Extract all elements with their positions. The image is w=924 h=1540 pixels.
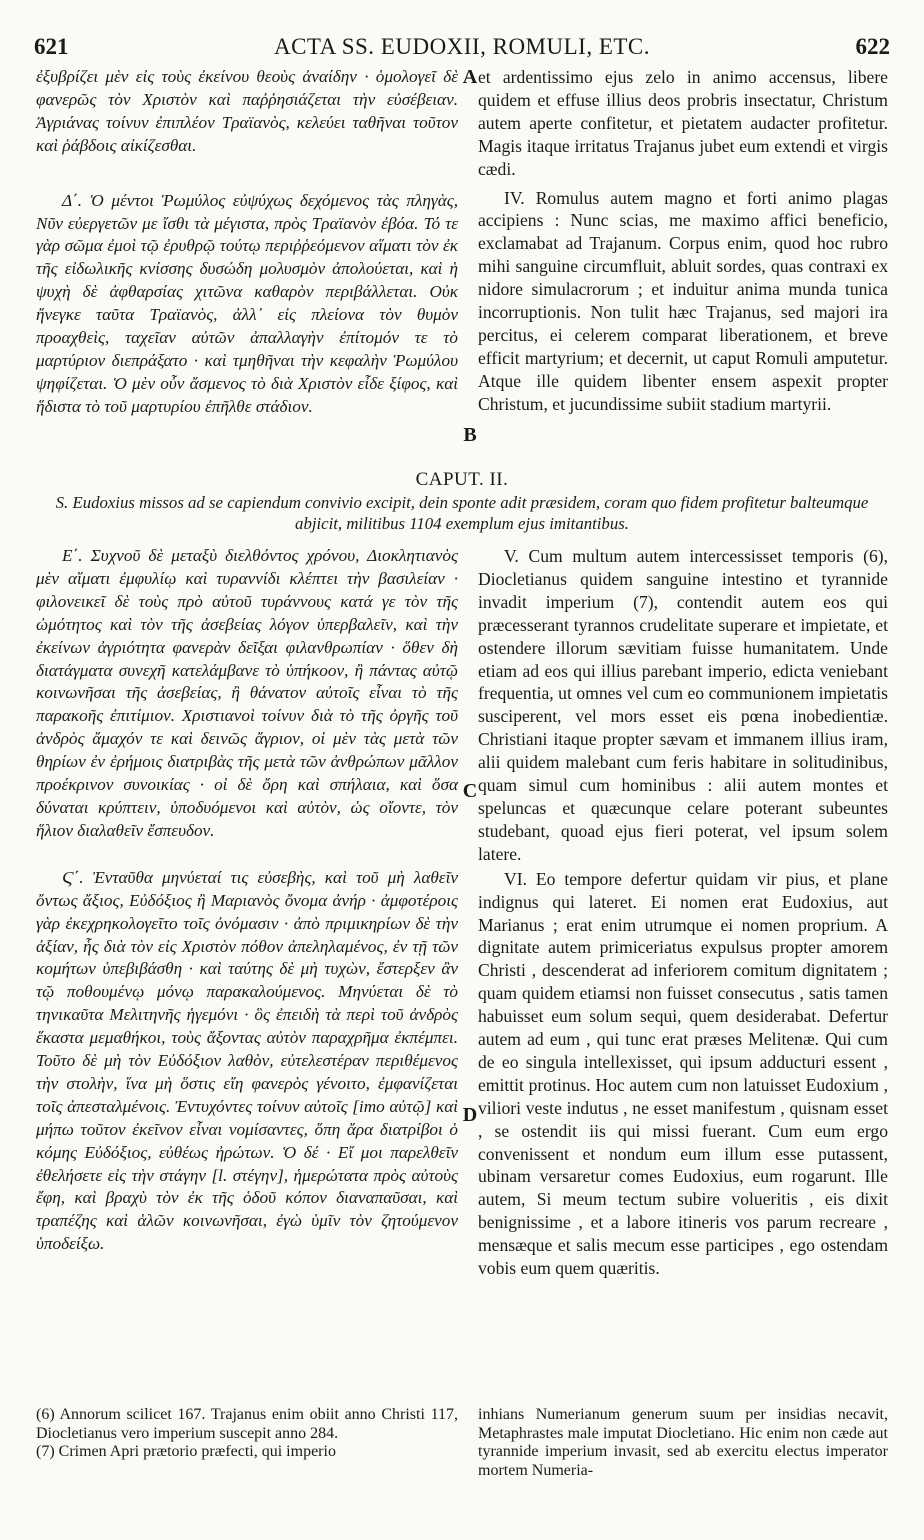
margin-marker-d: D bbox=[462, 1104, 478, 1126]
latin-paragraph-6: VI. Eo tempore defertur quidam vir pius, et plane indignus qui lateret. Ei nomen erat Eudoxius, aut Marianus ; erat enim utrumque ei nomen proprium. A dignitate autem primiceriatus expulsus propter amorem Christi , descenderat ad inferiorem comitum dignitatem ; quam quidem etiamsi non fuisset consecutus , satis tamen habuisset eum solum sequi, quem desiderabat. Defertur autem ad eum , qui tunc erat præses Melitenæ. Qui cum de eo singula intellexisset, qui ipsum adducturi essent , emittit protinus. Hoc autem cum non latuisset Eudoxium , viliori veste indutus , ne esset manifestum , quisnam esset , se ostendit iis qui missi fuerant. Cum eum ergo convenissent et nondum eum illum esse putassent, ubinam versaretur comes Eudoxius, eum rogarunt. Ille autem, Si meum tectum subire volueritis , eis dixit benignissime , et a labore itineris vos parum recreare , mensæque et salis mecum esse participes , ego ostendam vobis eum quem quæritis. bbox=[478, 868, 888, 1279]
chapter-title: CAPUT. II. bbox=[415, 469, 509, 490]
page-number-right: 622 bbox=[855, 34, 890, 59]
latin-paragraph-3-end: et ardentissimo ejus zelo in animo accensus, libere quidem et effuse illius deos probris insectatur, Christum autem aperte confitetur, et pietatem audacter profitetur. Magis itaque irritatus Trajanus jubet eum extendi et virgis cædi. bbox=[478, 67, 888, 179]
running-title: ACTA SS. EUDOXII, ROMULI, ETC. bbox=[273, 34, 651, 59]
footnotes-right bbox=[478, 1406, 888, 1480]
greek-column-top bbox=[36, 66, 458, 419]
greek-column-bottom bbox=[36, 545, 458, 1256]
margin-marker-c: C bbox=[462, 780, 478, 802]
chapter-summary: S. Eudoxius missos ad se capiendum convivio excipit, dein sponte adit præsidem, coram quo fidem profitetur balteumque abjicit, militibus 1104 exemplum ejus imitantibus. bbox=[55, 493, 869, 533]
footnote-6: (6) Annorum scilicet 167. Trajanus enim obiit anno Christi 117, Diocletianus vero imperium suscepit anno 284. bbox=[36, 1406, 458, 1442]
footnote-7-continued: inhians Numerianum generum suum per insidias necavit, Metaphrastes male imputat Diocletiano. Hic enim non cæde aut tyrannide imperium invasit, sed ab exercitu electus imperator mortem Numeria- bbox=[478, 1406, 888, 1479]
greek-paragraph-6: Ϛ΄. Ἐνταῦθα μηνύεταί τις εὐσεβὴς, καὶ τοῦ μὴ λαθεῖν ὄντως ἄξιος, Εὐδόξιος ἢ Μαριανὸς ὄνομα ἀνήρ · ἀμφοτέροις γὰρ ἐκεχρηκολογεῖτο τοῖς ὀνόμασιν · ἀπὸ πριμικηρίων δὲ τὴν ἀξίαν, ἧς διὰ τὸν εἰς Χριστὸν πόθον ἀπεληλαμένος, ἐν τῇ τῶν κομήτων ὑπεβιβάσθη · καὶ ταύτης δὲ μὴ τυχὼν, ἔστερξεν ἂν τῷ ποθουμένῳ μόνῳ παρακαλούμενος. Μηνύεται δὲ τὸ τηνικαῦτα Μελιτηνῆς ἡγεμόνι · ὃς ἐπειδὴ τὰ περὶ τοῦ ἀνδρὸς ἕκαστα μεμαθήκοι, τοὺς ἄξοντας αὐτὸν παραχρῆμα ἐκπέμπει. Τοῦτο δὲ μὴ τὸν Εὐδόξιον λαθὸν, εὐτελεστέραν περιθέμενος τὴν στολὴν, ἵνα μὴ ὅστις εἴη φανερὸς γένοιτο, ἐμφανίζεται τοῖς ἀπεσταλμένοις. Ἐντυχόντες τοίνυν αὐτοῖς [imo αὐτῷ] καὶ μήπω τοῦτον ἐκεῖνον εἶναι νομίσαντες, ὅπη ἄρα διατρίβοι ὁ κόμης Εὐδόξιος, εὐθέως ἠρώτων. Ὁ δέ · Εἴ μοι παρελθεῖν ἐθελήσετε εἰς τὴν στάγην [l. στέγην], ἡμερώτατα πρὸς αὐτοὺς ἔφη, καὶ βραχὺ τὸν ἐκ τῆς ὁδοῦ κόπον διαναπαῦσαι, καὶ τραπέζης καὶ ἁλῶν κοινωνῆσαι, ἐγὼ ὑμῖν τὸν ζητούμενον ὑποδείξω. bbox=[36, 867, 458, 1254]
greek-paragraph-4: Δ΄. Ὁ μέντοι Ῥωμύλος εὐψύχως δεχόμενος τὰς πληγὰς, Νῦν εὐεργετῶν με ἴσθι τὰ μέγιστα, πρὸς Τραϊανὸν ἐβόα. Τό τε γὰρ σῶμα ἐμοὶ τῷ ἐρυθρῷ τούτῳ περιῤῥεόμενον αἵματι τὸν ἐκ τῆς εἰδωλικῆς κνίσσης δυσώδη μολυσμὸν ἀπολούεται, καὶ ἡ ψυχὴ δὲ ἀφθαρσίας χιτῶνα καθαρὸν περιβάλλεται. Οὐκ ἤνεγκε ταῦτα Τραϊανὸς, ἀλλ᾽ εἰς πλείονα τὸν θυμὸν προαχθεὶς, ταχεῖαν αὐτῶν ἀπαλλαγὴν ἐπίτομόν τε τὸ μαρτύριον διεπράξατο · καὶ τμηθῆναι τὴν κεφαλὴν Ῥωμύλου ψηφίζεται. Ὁ μὲν οὖν ἄσμενος τὸ διὰ Χριστὸν εἶδε ξίφος, καὶ ἥδιστα τὸ τοῦ μαρτυρίου ἐπῆλθε στάδιον. bbox=[36, 190, 458, 416]
footnotes-left bbox=[36, 1406, 458, 1462]
margin-marker-a: A bbox=[462, 66, 478, 88]
footnote-7: (7) Crimen Apri prætorio præfecti, qui imperio bbox=[36, 1443, 336, 1460]
margin-marker-b: B bbox=[463, 424, 477, 446]
latin-paragraph-5: V. Cum multum autem intercessisset temporis (6), Diocletianus quidem sanguine intestino et tyrannide invadit imperium (7), contendit autem eos qui præcesserant tyrannos crudelitate superare et impietate, et ostendere illorum sævitiam fuisse humanitatem. Unde etiam ad eos qui illius parebant imperio, edicta veniebant frequentia, ut omnes vel cum eo communionem impietatis susciperent, vel mors esset eis pœna inobedientiæ. Christiani itaque propter sævam et immanem illius iram, alii quidem malebant cum feris habitare in solitudinibus, quam simul cum hominibus : alii autem montes et speluncas et quæcunque celare poterant subeuntes studebant, quoad ejus fieri poterat, vel ipsum solem latere. bbox=[478, 546, 888, 864]
latin-paragraph-4: IV. Romulus autem magno et forti animo plagas accipiens : Nunc scias, me maximo affici beneficio, exclamabat ad Trajanum. Corpus enim, quod hoc rubro mihi sanguine circumfluit, abluit sordes, quas contraxi ex nidore simulacrorum ; et induitur anima munda tunica incorruptionis. Non tulit hæc Trajanus, sed majori ira percitus, ei celerem comparat liberationem, et breve efficit martyrium; et decernit, ut caput Romuli amputetur. Atque ille quidem libenter ensem aspexit propter Christum, et jucundissime subiit stadium martyrii. bbox=[478, 187, 888, 414]
running-header bbox=[34, 34, 890, 64]
latin-column-bottom bbox=[478, 545, 888, 1280]
greek-paragraph-5: Ε΄. Συχνοῦ δὲ μεταξὺ διελθόντος χρόνου, Διοκλητιανὸς μὲν αἵματι ἐμφυλίῳ καὶ τυραννίδι κλέπτει τὴν βασιλείαν · φιλονεικεῖ δὲ τοὺς πρὸ αὐτοῦ τυράννους κατά γε τὸν τῆς ὠμότητος καὶ τὸν τῆς ἀσεβείας λόγον ὑπερβαλεῖν, καὶ τὴν ἐκείνων ἀγριότητα φανερὰν δεῖξαι φιλανθρωπίαν · ὅθεν δὴ διατάγματα συνεχῆ κατελάμβανε τὸ ὑπήκοον, ἢ πάντας αὐτῷ κοινωνῆσαι τῆς ἀσεβείας, ἢ θάνατον αὐτοῖς εἶναι τὸ τῆς παρακοῆς ἐπιτίμιον. Χριστιανοὶ τοίνυν διὰ τὸ τῆς ὀργῆς τοῦ ἀνδρὸς ἄμαχόν τε καὶ δεινῶς ἄγριον, οἱ μὲν τὰς μετὰ τῶν θηρίων ἐν ἐρήμοις διατριβὰς τῆς μετὰ τῶν ἀνθρώπων μᾶλλον προέκρινον συνοικίας · οἱ δὲ ὄρη καὶ σπήλαια, καὶ ὅσα δύναται κρύπτειν, ὑποδυόμενοι καὶ αὐτὸν, ὡς οἴοντε, τὸν ἥλιον διαλαθεῖν ἔσπευδον. bbox=[36, 546, 458, 840]
greek-paragraph-3-end: ἐξυβρίζει μὲν εἰς τοὺς ἐκείνου θεοὺς ἀναίδην · ὁμολογεῖ δὲ φανερῶς τὸν Χριστὸν καὶ παῤῥησιάζεται τὴν εὐσέβειαν. Ἀγριάνας τοίνυν ἐπιπλέον Τραϊανὸς, κελεύει ταθῆναι τοῦτον καὶ ῥάβδοις αἰκίζεσθαι. bbox=[36, 67, 458, 155]
latin-column-top bbox=[478, 66, 888, 416]
page-number-left: 621 bbox=[34, 34, 69, 59]
